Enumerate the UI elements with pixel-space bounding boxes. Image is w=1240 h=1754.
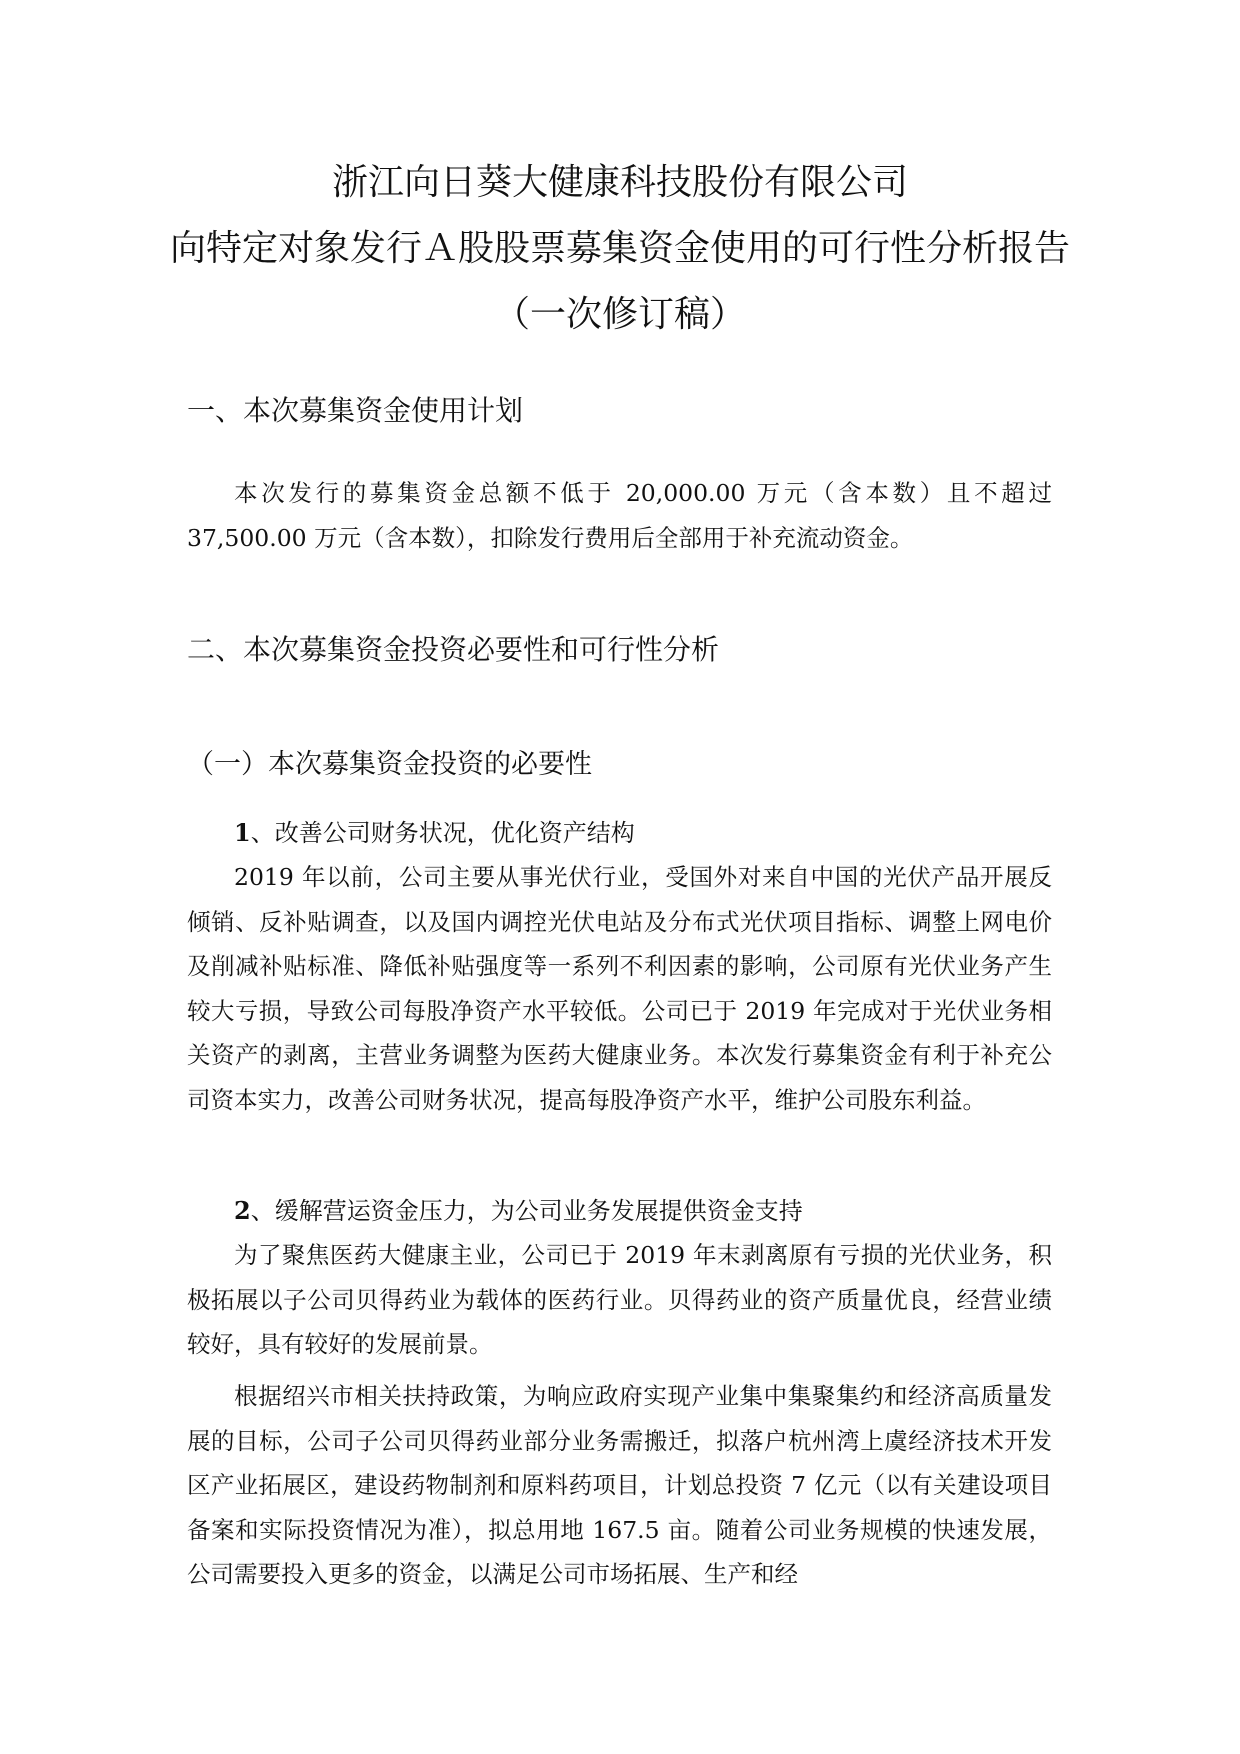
title-line-company: 浙江向日葵大健康科技股份有限公司 (331, 162, 908, 203)
item-heading-working-capital (234, 1191, 803, 1231)
paragraph-financial-condition: 2019 年以前，公司主要从事光伏行业，受国外对来自中国的光伏产品开展反倾销、反补贴调查，以及国内调控光伏电站及分布式光伏项目指标、调整上网电价及削减补贴标准、降低补贴强度等一系列不利因素的影响，公司原有光伏业务产生较大亏损，导致公司每股净资产水平较低。公司已于 2019 年完成对于光伏业务相关资产的剥离，主营业务调整为医药大健康业务。本次发行募集资金有利于补充公司资本实力，改善公司财务状况，提高每股净资产水平，维护公司股东利益。 (187, 863, 1052, 1114)
item-number: 2 (234, 1196, 251, 1225)
item-title: 、改善公司财务状况，优化资产结构 (250, 819, 635, 847)
document-title (0, 150, 1240, 348)
title-line-revision: （一次修订稿） (493, 294, 746, 335)
item-number: 1 (234, 818, 251, 847)
title-line-report: 向特定对象发行Ａ股股票募集资金使用的可行性分析报告 (169, 228, 1070, 269)
item-title: 、缓解营运资金压力，为公司业务发展提供资金支持 (250, 1197, 803, 1225)
section-heading-necessity-feasibility: 二、本次募集资金投资必要性和可行性分析 (187, 633, 720, 666)
paragraph-fund-usage-plan: 本次发行的募集资金总额不低于 20,000.00 万元（含本数）且不超过 37,500.00 万元（含本数），扣除发行费用后全部用于补充流动资金。 (187, 479, 1052, 552)
item-heading-financial-condition (234, 813, 635, 853)
subsection-heading-necessity: （一）本次募集资金投资的必要性 (187, 749, 592, 780)
section-heading-fund-usage-plan: 一、本次募集资金使用计划 (187, 394, 524, 427)
paragraph-working-capital-focus: 为了聚焦医药大健康主业，公司已于 2019 年末剥离原有亏损的光伏业务，积极拓展以子公司贝得药业为载体的医药行业。贝得药业的资产质量优良，经营业绩较好，具有较好的发展前景。 (187, 1241, 1052, 1358)
paragraph-relocation-project: 根据绍兴市相关扶持政策，为响应政府实现产业集中集聚集约和经济高质量发展的目标，公司子公司贝得药业部分业务需搬迁，拟落户杭州湾上虞经济技术开发区产业拓展区，建设药物制剂和原料药项目，计划总投资 7 亿元（以有关建设项目备案和实际投资情况为准），拟总用地 167.5 亩。随着公司业务规模的快速发展，公司需要投入更多的资金，以满足公司市场拓展、生产和经 (187, 1382, 1052, 1588)
